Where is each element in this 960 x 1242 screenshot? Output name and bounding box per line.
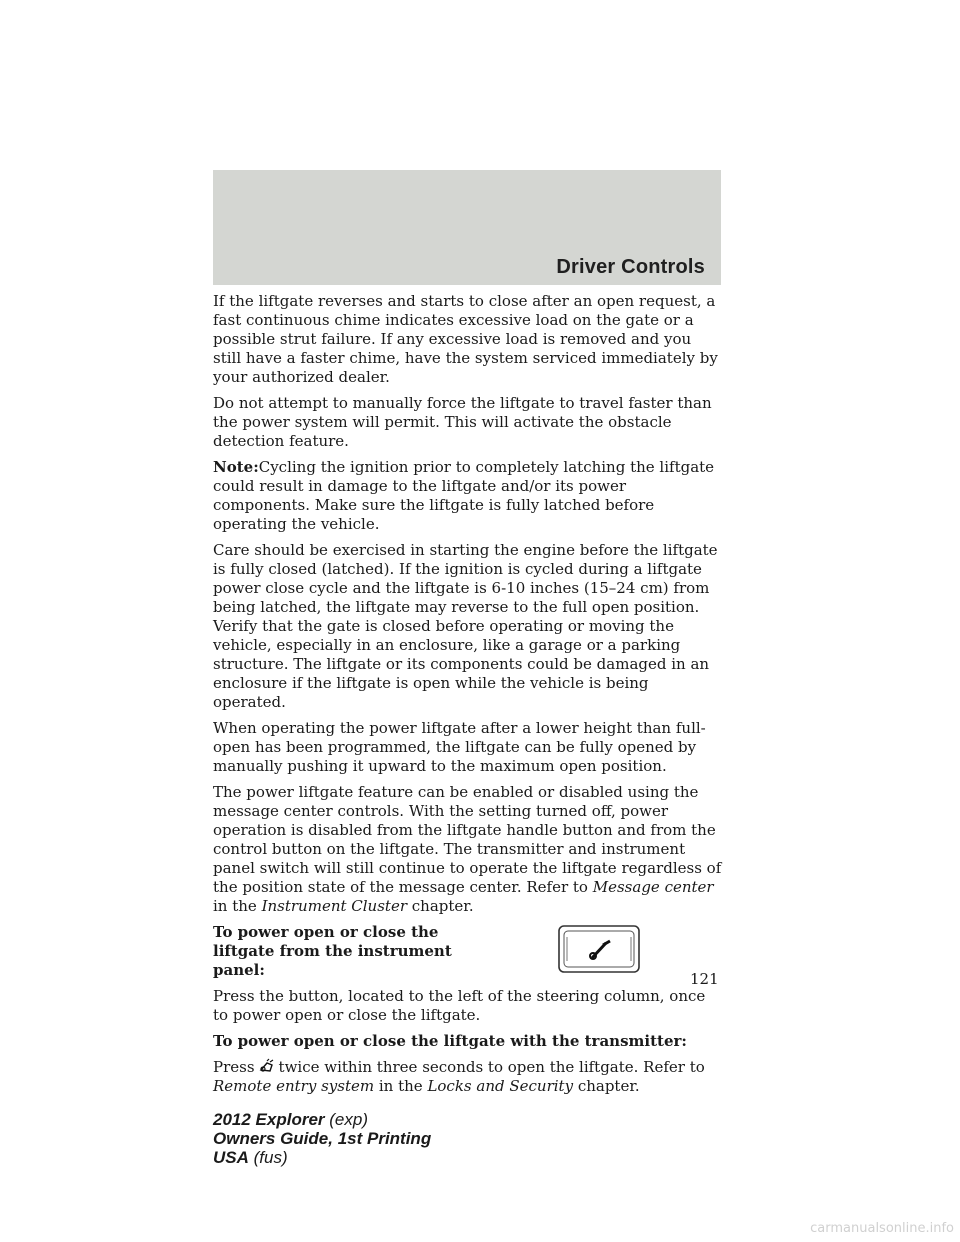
paragraph-chime-warning: If the liftgate reverses and starts to close after an open request, a fast continuous chime indicates excessive load on the gate or a possible strut failure. If any excessive load is removed and you still have a faster chime, have the system serviced immediately by your authorized dealer. bbox=[213, 292, 718, 386]
ref-locks-security: Locks and Security bbox=[427, 1077, 574, 1095]
paragraph-manual-force: Do not attempt to manually force the liftgate to travel faster than the power system will permit. This will activate the obstacle detection feature. bbox=[213, 394, 712, 450]
page-body bbox=[213, 292, 723, 1103]
liftgate-switch-icon bbox=[558, 925, 640, 973]
transmitter-press: Press bbox=[213, 1058, 255, 1076]
footer-market-code: (fus) bbox=[253, 1148, 288, 1167]
message-center-text: The power liftgate feature can be enabled or disabled using the message center controls. With the setting turned off, power operation is disabled from the liftgate handle button and from the control button on the liftgate. The transmitter and instrument panel switch will still continue to operate the liftgate regardless of the position state of the message center. Refer to bbox=[213, 783, 722, 896]
note-text: Cycling the ignition prior to completely latching the liftgate could result in damage to the liftgate and/or its power components. Make sure the liftgate is fully latched before operating the vehicle. bbox=[213, 458, 715, 533]
transmitter-in: in the bbox=[378, 1077, 423, 1095]
watermark: carmanualsonline.info bbox=[810, 1221, 954, 1236]
paragraph-transmitter bbox=[213, 1058, 723, 1096]
footer-model-line bbox=[213, 1110, 431, 1129]
paragraph-press-button: Press the button, located to the left of the steering column, once to power open or close the liftgate. bbox=[213, 987, 706, 1024]
message-center-in: in the bbox=[213, 897, 257, 915]
paragraph-ignition-care: Care should be exercised in starting the engine before the liftgate is fully closed (latched). If the ignition is cycled during a liftgate power close cycle and the liftgate is 6-10 inches (15–24 cm) from being latched, the liftgate may reverse to the full open position. Verify that the gate is closed before operating or moving the vehicle, especially in an enclosure, like a garage or a parking structure. The liftgate or its components could be damaged in an enclosure if the liftgate is open while the vehicle is being operated. bbox=[213, 541, 718, 711]
heading-transmitter: To power open or close the liftgate with the transmitter: bbox=[213, 1032, 687, 1050]
ref-message-center: Message center bbox=[592, 878, 714, 896]
message-center-end: chapter. bbox=[411, 897, 474, 915]
footer-market-line bbox=[213, 1148, 431, 1167]
section-title: Driver Controls bbox=[556, 256, 705, 278]
ref-instrument-cluster: Instrument Cluster bbox=[261, 897, 407, 915]
footer-guide: Owners Guide, 1st Printing bbox=[213, 1129, 432, 1148]
transmitter-text: twice within three seconds to open the liftgate. Refer to bbox=[278, 1058, 705, 1076]
document-footer bbox=[213, 1110, 431, 1167]
section-header-band bbox=[213, 170, 721, 285]
liftgate-key-button-icon bbox=[257, 1058, 275, 1074]
transmitter-end: chapter. bbox=[577, 1077, 640, 1095]
footer-model: 2012 Explorer bbox=[213, 1110, 325, 1129]
footer-market: USA bbox=[213, 1148, 249, 1167]
paragraph-message-center bbox=[213, 783, 723, 916]
ref-remote-entry: Remote entry system bbox=[213, 1077, 375, 1095]
paragraph-lower-height: When operating the power liftgate after a lower height than full-open has been programmed, the liftgate can be fully opened by manually pushing it upward to the maximum open position. bbox=[213, 719, 706, 775]
note-label: Note: bbox=[213, 458, 259, 476]
instrument-panel-instructions bbox=[213, 923, 723, 1025]
paragraph-note bbox=[213, 458, 723, 534]
page-number: 121 bbox=[690, 970, 719, 988]
footer-model-code: (exp) bbox=[329, 1110, 368, 1129]
heading-instrument-panel: To power open or close the liftgate from the instrument panel: bbox=[213, 923, 452, 979]
